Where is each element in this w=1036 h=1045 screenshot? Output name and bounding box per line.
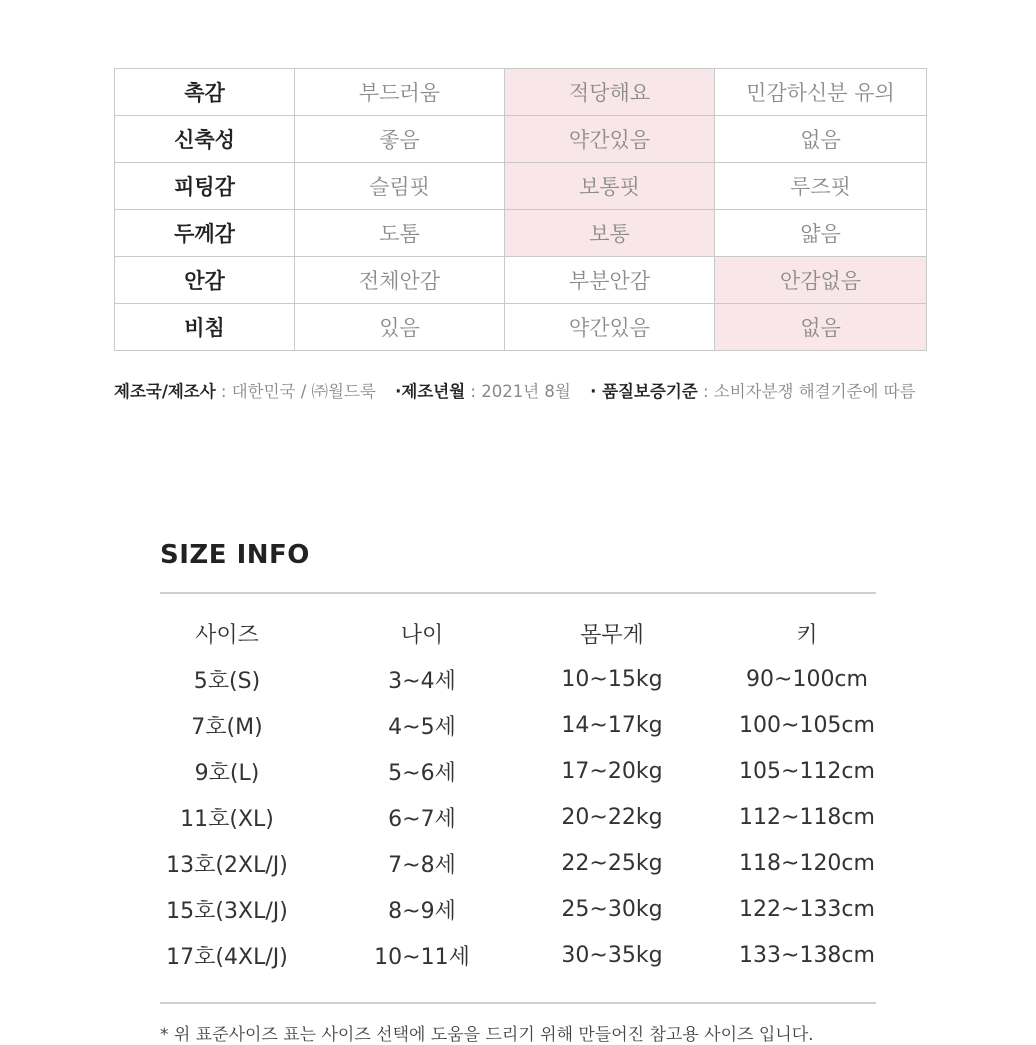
attribute-label: 두께감 [115,210,295,257]
size-cell: 3~4세 [388,668,456,694]
date-value: 2021년 8월 [481,382,571,401]
attribute-option: 있음 [295,304,505,351]
attribute-option: 보통 [505,210,715,257]
size-row [122,840,902,886]
size-cell: 22~25kg [561,850,663,876]
attribute-option: 안감없음 [715,257,927,304]
product-attribute-table [114,68,927,351]
size-cell: 25~30kg [561,896,663,922]
size-row [122,748,902,794]
size-cell: 9호(L) [194,760,260,786]
attribute-option: 도톰 [295,210,505,257]
attribute-option: 부분안감 [505,257,715,304]
size-cell: 105~112cm [739,758,875,784]
size-cell: 17호(4XL/J) [166,944,288,970]
attribute-row [115,304,927,351]
size-info-table [122,610,902,978]
size-table-bottom-rule [160,1002,876,1004]
size-cell: 90~100cm [746,666,868,692]
attribute-option: 루즈핏 [715,163,927,210]
size-cell: 30~35kg [561,942,663,968]
quality-value: 소비자분쟁 해결기준에 따름 [713,382,916,401]
size-cell: 17~20kg [561,758,663,784]
size-header-row [122,610,902,656]
size-cell: 20~22kg [561,804,663,830]
size-row [122,886,902,932]
size-header-cell: 나이 [400,622,444,648]
size-cell: 8~9세 [388,898,456,924]
size-cell: 15호(3XL/J) [166,898,288,924]
quality-label: · 품질보증기준 [590,382,698,401]
attribute-label: 비침 [115,304,295,351]
attribute-option: 약간있음 [505,116,715,163]
size-row [122,932,902,978]
size-row [122,656,902,702]
size-cell: 5호(S) [193,668,261,694]
attribute-label: 안감 [115,257,295,304]
size-info-title: SIZE INFO [160,540,310,570]
attribute-option: 슬림핏 [295,163,505,210]
size-cell: 14~17kg [561,712,663,738]
attribute-option: 얇음 [715,210,927,257]
size-note: * 위 표준사이즈 표는 사이즈 선택에 도움을 드리기 위해 만들어진 참고용 사이즈 입니다. [160,1025,814,1045]
attribute-label: 촉감 [115,69,295,116]
size-cell: 100~105cm [739,712,875,738]
size-cell: 118~120cm [739,850,875,876]
attribute-option: 전체안감 [295,257,505,304]
attribute-option: 보통핏 [505,163,715,210]
size-table-top-rule [160,592,876,594]
manufacture-info: 제조국/제조사 : 대한민국 / ㈜월드룩 ·제조년월 : 2021년 8월 · 품질보증기준 : 소비자분쟁 해결기준에 따름 [114,382,916,401]
attribute-option: 약간있음 [505,304,715,351]
size-cell: 133~138cm [739,942,875,968]
attribute-row [115,210,927,257]
size-header-cell: 몸무게 [580,622,644,648]
size-cell: 11호(XL) [180,806,274,832]
size-row [122,702,902,748]
attribute-option: 적당해요 [505,69,715,116]
attribute-row [115,257,927,304]
size-header-cell: 사이즈 [195,622,259,648]
size-cell: 7호(M) [191,714,263,740]
attribute-label: 신축성 [115,116,295,163]
size-cell: 13호(2XL/J) [166,852,288,878]
attribute-row [115,163,927,210]
maker-label: 제조국/제조사 [114,382,216,401]
attribute-option: 부드러움 [295,69,505,116]
attribute-option: 민감하신분 유의 [715,69,927,116]
size-header-cell: 키 [796,622,818,648]
attribute-option: 좋음 [295,116,505,163]
attribute-row [115,69,927,116]
date-label: ·제조년월 [395,382,466,401]
size-cell: 112~118cm [739,804,875,830]
attribute-label: 피팅감 [115,163,295,210]
attribute-option: 없음 [715,304,927,351]
size-cell: 10~15kg [561,666,663,692]
size-cell: 122~133cm [739,896,875,922]
attribute-row [115,116,927,163]
size-cell: 7~8세 [388,852,456,878]
size-cell: 6~7세 [388,806,456,832]
size-row [122,794,902,840]
maker-value: 대한민국 / ㈜월드룩 [231,382,376,401]
size-cell: 4~5세 [388,714,456,740]
size-cell: 5~6세 [388,760,456,786]
size-cell: 10~11세 [374,944,470,970]
attribute-option: 없음 [715,116,927,163]
